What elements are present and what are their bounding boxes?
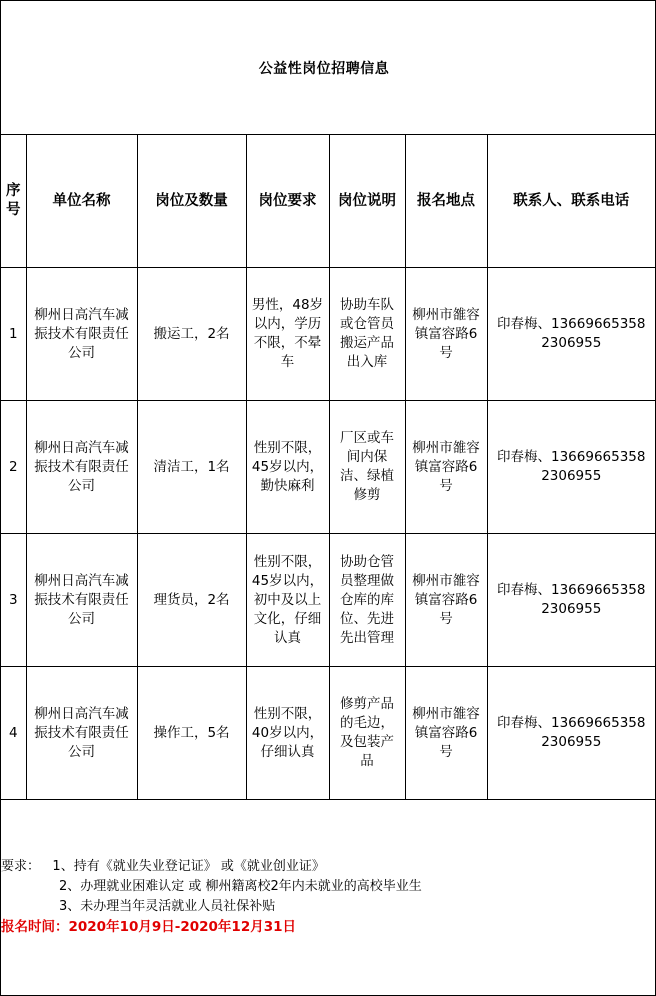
cell-position: 操作工，5名 [137,667,246,800]
cell-company: 柳州日高汽车减振技术有限责任公司 [26,401,137,534]
header-location: 报名地点 [405,135,487,268]
requirement-line-1 [1,857,655,877]
requirement-line-2 [1,877,655,897]
job-table [1,135,655,800]
cell-position: 清洁工，1名 [137,401,246,534]
registration-deadline: 报名时间：2020年10月9日-2020年12月31日 [1,919,297,935]
cell-location: 柳州市雒容镇富容路6号 [405,401,487,534]
cell-contact: 印春梅、13669665358 2306955 [487,667,655,800]
cell-description: 修剪产品的毛边，及包装产品 [329,667,405,800]
cell-company: 柳州日高汽车减振技术有限责任公司 [26,534,137,667]
cell-contact: 印春梅、13669665358 2306955 [487,401,655,534]
requirements-notes [1,857,655,937]
cell-company: 柳州日高汽车减振技术有限责任公司 [26,268,137,401]
header-contact: 联系人、联系电话 [487,135,655,268]
requirement-line-3 [1,897,655,917]
cell-company: 柳州日高汽车减振技术有限责任公司 [26,667,137,800]
header-description: 岗位说明 [329,135,405,268]
table-header-row [1,135,655,268]
cell-contact: 印春梅、13669665358 2306955 [487,268,655,401]
cell-requirement: 男性，48岁以内，学历不限，不晕车 [246,268,329,401]
cell-contact: 印春梅、13669665358 2306955 [487,534,655,667]
requirements-prefix: 要求： [1,859,41,874]
cell-seq: 4 [1,667,26,800]
table-row [1,268,655,401]
cell-position: 搬运工，2名 [137,268,246,401]
cell-requirement: 性别不限，40岁以内，仔细认真 [246,667,329,800]
table-row [1,667,655,800]
cell-description: 协助仓管员整理做仓库的库位、先进先出管理 [329,534,405,667]
table-row [1,534,655,667]
header-requirement: 岗位要求 [246,135,329,268]
header-company: 单位名称 [26,135,137,268]
cell-requirement: 性别不限，45岁以内，勤快麻利 [246,401,329,534]
requirement-item: 1、持有《就业失业登记证》 或《就业创业证》 [52,859,325,874]
cell-position: 理货员，2名 [137,534,246,667]
cell-requirement: 性别不限，45岁以内，初中及以上文化，仔细认真 [246,534,329,667]
requirement-item: 2、办理就业困难认定 或 柳州籍离校2年内未就业的高校毕业生 [59,879,422,894]
cell-seq: 3 [1,534,26,667]
cell-seq: 1 [1,268,26,401]
table-row [1,401,655,534]
title-row [1,1,655,135]
cell-location: 柳州市雒容镇富容路6号 [405,268,487,401]
requirement-item: 3、未办理当年灵活就业人员社保补贴 [59,899,276,914]
header-seq: 序号 [1,135,26,268]
cell-description: 厂区或车间内保洁、绿植修剪 [329,401,405,534]
cell-location: 柳州市雒容镇富容路6号 [405,667,487,800]
cell-seq: 2 [1,401,26,534]
header-position: 岗位及数量 [137,135,246,268]
cell-description: 协助车队或仓管员搬运产品出入库 [329,268,405,401]
page-title: 公益性岗位招聘信息 [258,60,390,77]
cell-location: 柳州市雒容镇富容路6号 [405,534,487,667]
